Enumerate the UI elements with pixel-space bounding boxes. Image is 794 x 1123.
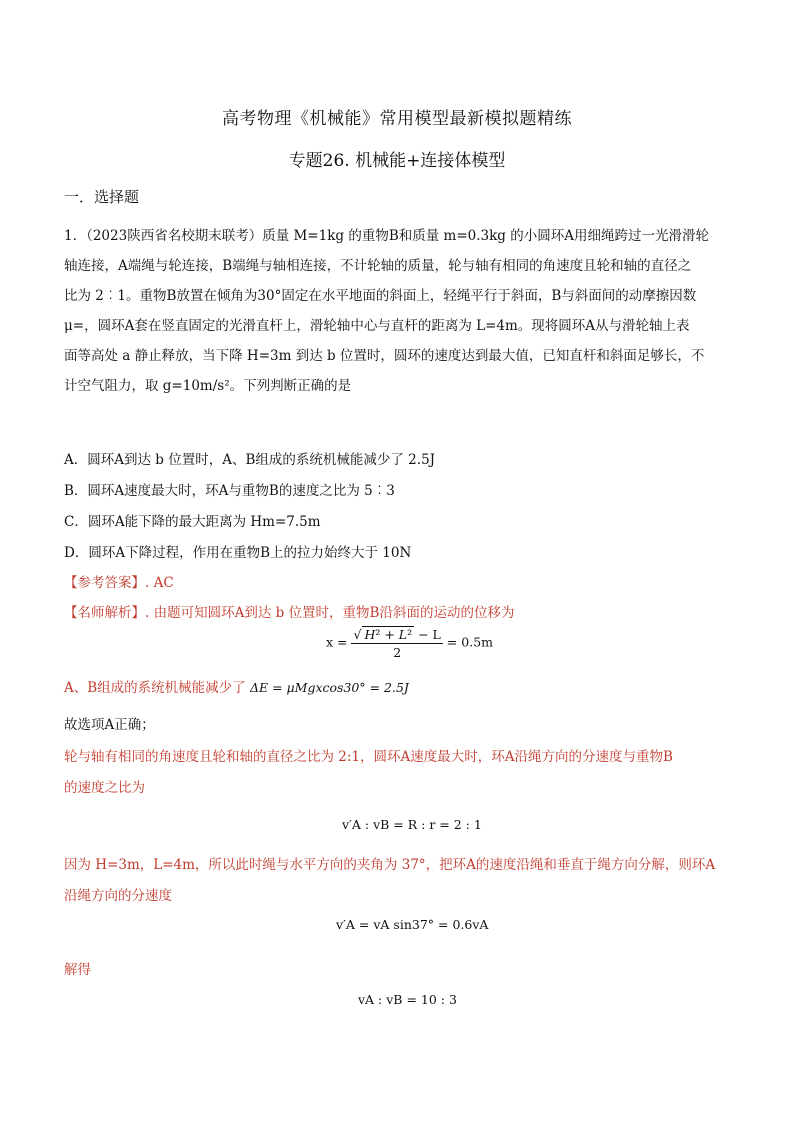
formula-component: v′A = vA sin37° = 0.6vA	[336, 917, 489, 932]
analysis-energy-line: A、B组成的系统机械能减少了 ΔE = μMgxcos30° = 2.5J	[64, 680, 409, 696]
analysis-angle-line-1: 因为 H=3m，L=4m，所以此时绳与水平方向的夹角为 37°，把环A的速度沿绳和垂直于绳方向分解，则环A	[64, 857, 716, 873]
analysis-intro-line	[64, 601, 514, 621]
analysis-ratio-line-1: 轮与轴有相同的角速度且轮和轴的直径之比为 2:1，圆环A速度最大时，环A沿绳方向的分速度与重物B	[64, 749, 673, 765]
analysis-ratio-line-2: 的速度之比为	[64, 780, 145, 796]
option-b: B．圆环A速度最大时，环A与重物B的速度之比为 5︰3	[64, 483, 395, 499]
answer-line	[64, 571, 174, 591]
question-line-2: 轴连接，A端绳与轮连接，B端绳与轴相连接，不计轮轴的质量，轮与轴有相同的角速度且轮和轴的直径之	[64, 258, 692, 274]
option-d: D．圆环A下降过程，作用在重物B上的拉力始终大于 10N	[64, 545, 412, 561]
answer-label: 【参考答案】	[64, 575, 145, 591]
formula-displacement: x = $\frac{\text{√ H² + L² − L}}{2}$ = 0.5m	[326, 627, 494, 660]
analysis-label: 【名师解析】	[64, 605, 145, 621]
option-a: A．圆环A到达 b 位置时，A、B组成的系统机械能减少了 2.5J	[64, 452, 436, 468]
analysis-intro: . 由题可知圆环A到达 b 位置时，重物B沿斜面的运动的位移为	[145, 605, 515, 621]
analysis-a-correct: 故选项A正确；	[64, 717, 155, 733]
question-line-1: 1．（2023陕西省名校期末联考）质量 M=1kg 的重物B和质量 m=0.3kg 的小圆环A用细绳跨过一光滑滑轮	[64, 228, 709, 244]
option-c: C．圆环A能下降的最大距离为 Hm=7.5m	[64, 514, 321, 530]
formula-result: vA : vB = 10 : 3	[358, 992, 457, 1007]
formula-energy: ΔE = μMgxcos30° = 2.5J	[249, 680, 409, 695]
document-title: 高考物理《机械能》常用模型最新模拟题精练	[222, 109, 572, 129]
analysis-solve: 解得	[64, 962, 91, 978]
section-heading: 一．选择题	[64, 188, 140, 206]
answer-value: . AC	[145, 575, 174, 591]
question-line-3: 比为 2︰1。重物B放置在倾角为30°固定在水平地面的斜面上，轻绳平行于斜面，B与斜面间的动摩擦因数	[64, 288, 697, 304]
question-line-5: 面等高处 a 静止释放，当下降 H=3m 到达 b 位置时，圆环的速度达到最大值，已知直杆和斜面足够长，不	[64, 348, 705, 364]
analysis-angle-line-2: 沿绳方向的分速度	[64, 888, 172, 904]
question-line-4: μ=，圆环A套在竖直固定的光滑直杆上，滑轮轴中心与直杆的距离为 L=4m。现将圆环A从与滑轮轴上表	[64, 318, 690, 334]
formula-ratio-wheel: v′A : vB = R : r = 2 : 1	[342, 817, 482, 832]
document-subtitle: 专题26. 机械能+连接体模型	[288, 151, 506, 171]
question-line-6: 计空气阻力，取 g=10m/s²。下列判断正确的是	[64, 378, 352, 394]
